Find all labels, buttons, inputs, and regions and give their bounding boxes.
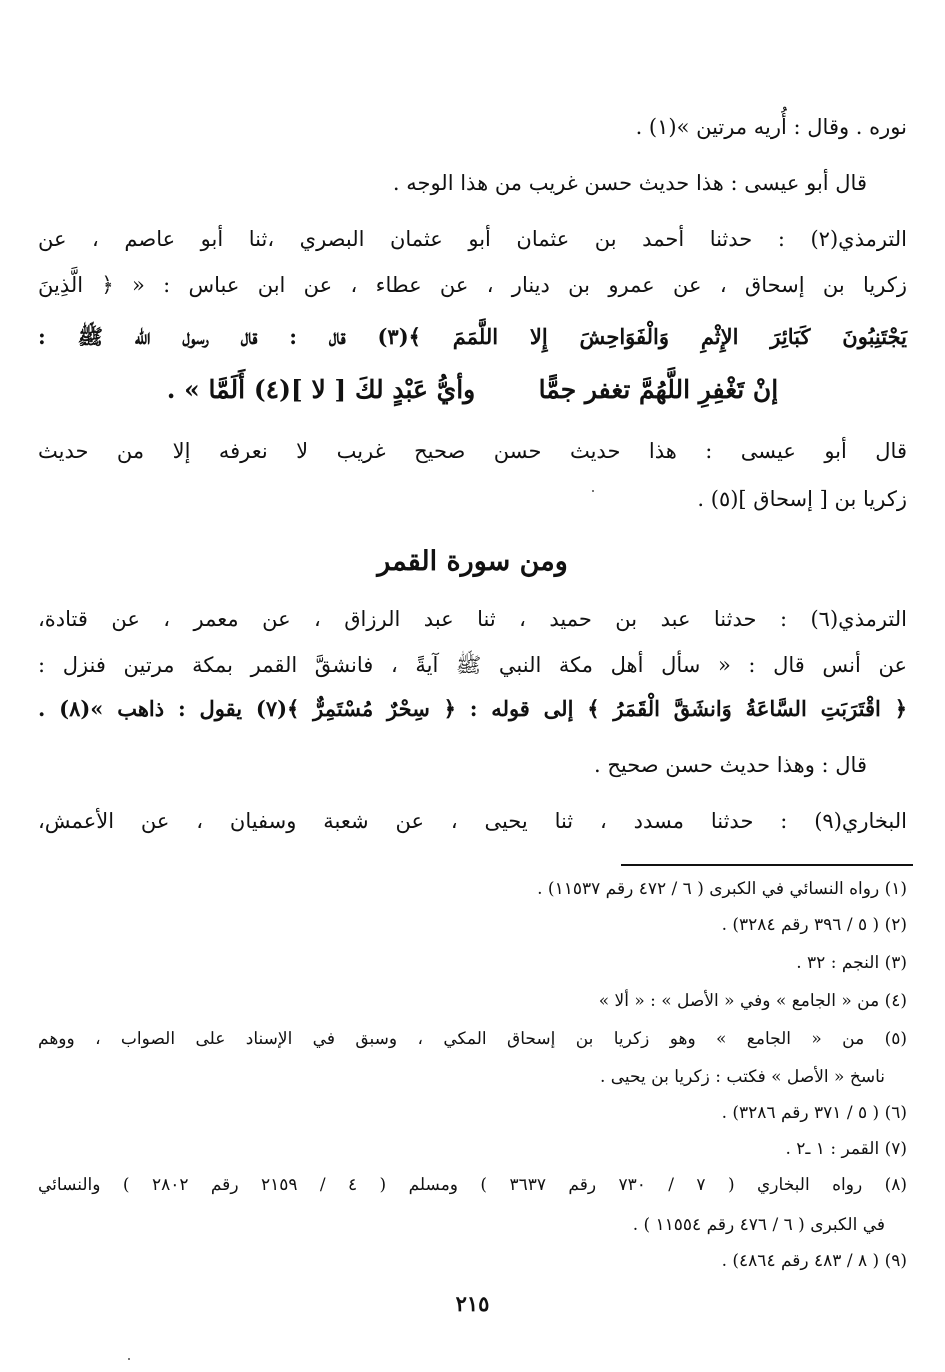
scan-speck <box>592 490 594 492</box>
text-line-10: ﴿ اقْتَرَبَتِ السَّاعَةُ وَانشَقَّ الْقَمَرُ ﴾ إلى قوله : ﴿ سِحْرٌ مُسْتَمِرٌّ ﴾(٧) يقول : ذاهب »(٨) . <box>38 696 907 721</box>
text-line-8: الترمذي(٦) : حدثنا عبد بن حميد ، ثنا عبد الرزاق ، عن معمر ، عن قتادة، <box>38 607 907 631</box>
poetry-verse <box>0 372 945 408</box>
section-heading: ومن سورة القمر <box>377 546 568 577</box>
footnote-6: (٦) ( ٥ / ٣٧١ رقم ٣٢٨٦) . <box>721 1103 907 1123</box>
footnote-8-continued: في الكبرى ( ٦ / ٤٧٦ رقم ١١٥٥٤ ) . <box>632 1215 885 1235</box>
text-line-3: الترمذي(٢) : حدثنا أحمد بن عثمان أبو عثمان البصري ،ثنا أبو عاصم ، عن <box>38 227 907 251</box>
footnote-9: (٩) ( ٨ / ٤٨٣ رقم ٤٨٦٤) . <box>721 1251 907 1271</box>
text-line-4: زكريا بن إسحاق ، عن عمرو بن دينار ، عن عطاء ، عن ابن عباس : « ﴿ الَّذِينَ <box>38 273 907 297</box>
footnote-3: (٣) النجم : ٣٢ . <box>796 953 907 973</box>
footnote-1: (١) رواه النسائي في الكبرى ( ٦ / ٤٧٢ رقم ١١٥٣٧) . <box>537 879 907 899</box>
text-line-5: يَجْتَنِبُونَ كَبَائِرَ الإِثْمِ وَالْفَوَاحِشَ إِلا اللَّمَمَ ﴾(٣) قال : قال رسول الله ﷺ : <box>38 324 907 349</box>
text-line-12: البخاري(٩) : حدثنا مسدد ، ثنا يحيى ، عن شعبة وسفيان ، عن الأعمش، <box>38 809 907 833</box>
text-line-6: قال أبو عيسى : هذا حديث حسن صحيح غريب لا نعرفه إلا من حديث <box>38 439 907 463</box>
footnote-2: (٢) ( ٥ / ٣٩٦ رقم ٣٢٨٤) . <box>721 915 907 935</box>
footnote-7: (٧) القمر : ١ ـ٢ . <box>785 1139 907 1159</box>
verse-hemistich-1: إنْ تَغْفِرِ اللَّهُمَّ تغفر جمًّا <box>538 375 779 404</box>
text-line-7: زكريا بن [ إسحاق ](٥) . <box>697 487 907 511</box>
text-line-1: نوره . وقال : أُريه مرتين »(١) . <box>635 115 907 139</box>
footnote-separator <box>621 864 913 866</box>
page-number: ٢١٥ <box>455 1291 490 1316</box>
text-line-9: عن أنس قال : « سأل أهل مكة النبي ﷺ آيةً ، فانشقَّ القمر بمكة مرتين فنزل : <box>38 653 907 677</box>
text-line-2: قال أبو عيسى : هذا حديث حسن غريب من هذا الوجه . <box>392 171 867 195</box>
footnote-8: (٨) رواه البخاري ( ٧ / ٧٣٠ رقم ٣٦٣٧ ) ومسلم ( ٤ / ٢١٥٩ رقم ٢٨٠٢ ) والنسائي <box>38 1175 907 1195</box>
verse-hemistich-2: وأيُّ عَبْدٍ لكَ [ لا ](٤) أَلَمَّا » . <box>166 375 476 404</box>
footnote-5-continued: ناسخ « الأصل » فكتب : زكريا بن يحيى . <box>599 1067 885 1087</box>
text-line-11: قال : وهذا حديث حسن صحيح . <box>593 753 867 777</box>
footnote-4: (٤) من « الجامع » وفي « الأصل » : « ألا » <box>598 991 907 1011</box>
footnote-5: (٥) من « الجامع » وهو زكريا بن إسحاق المكي ، وسبق في الإسناد على الصواب ، ووهم <box>38 1029 907 1049</box>
scan-speck <box>128 1358 130 1360</box>
